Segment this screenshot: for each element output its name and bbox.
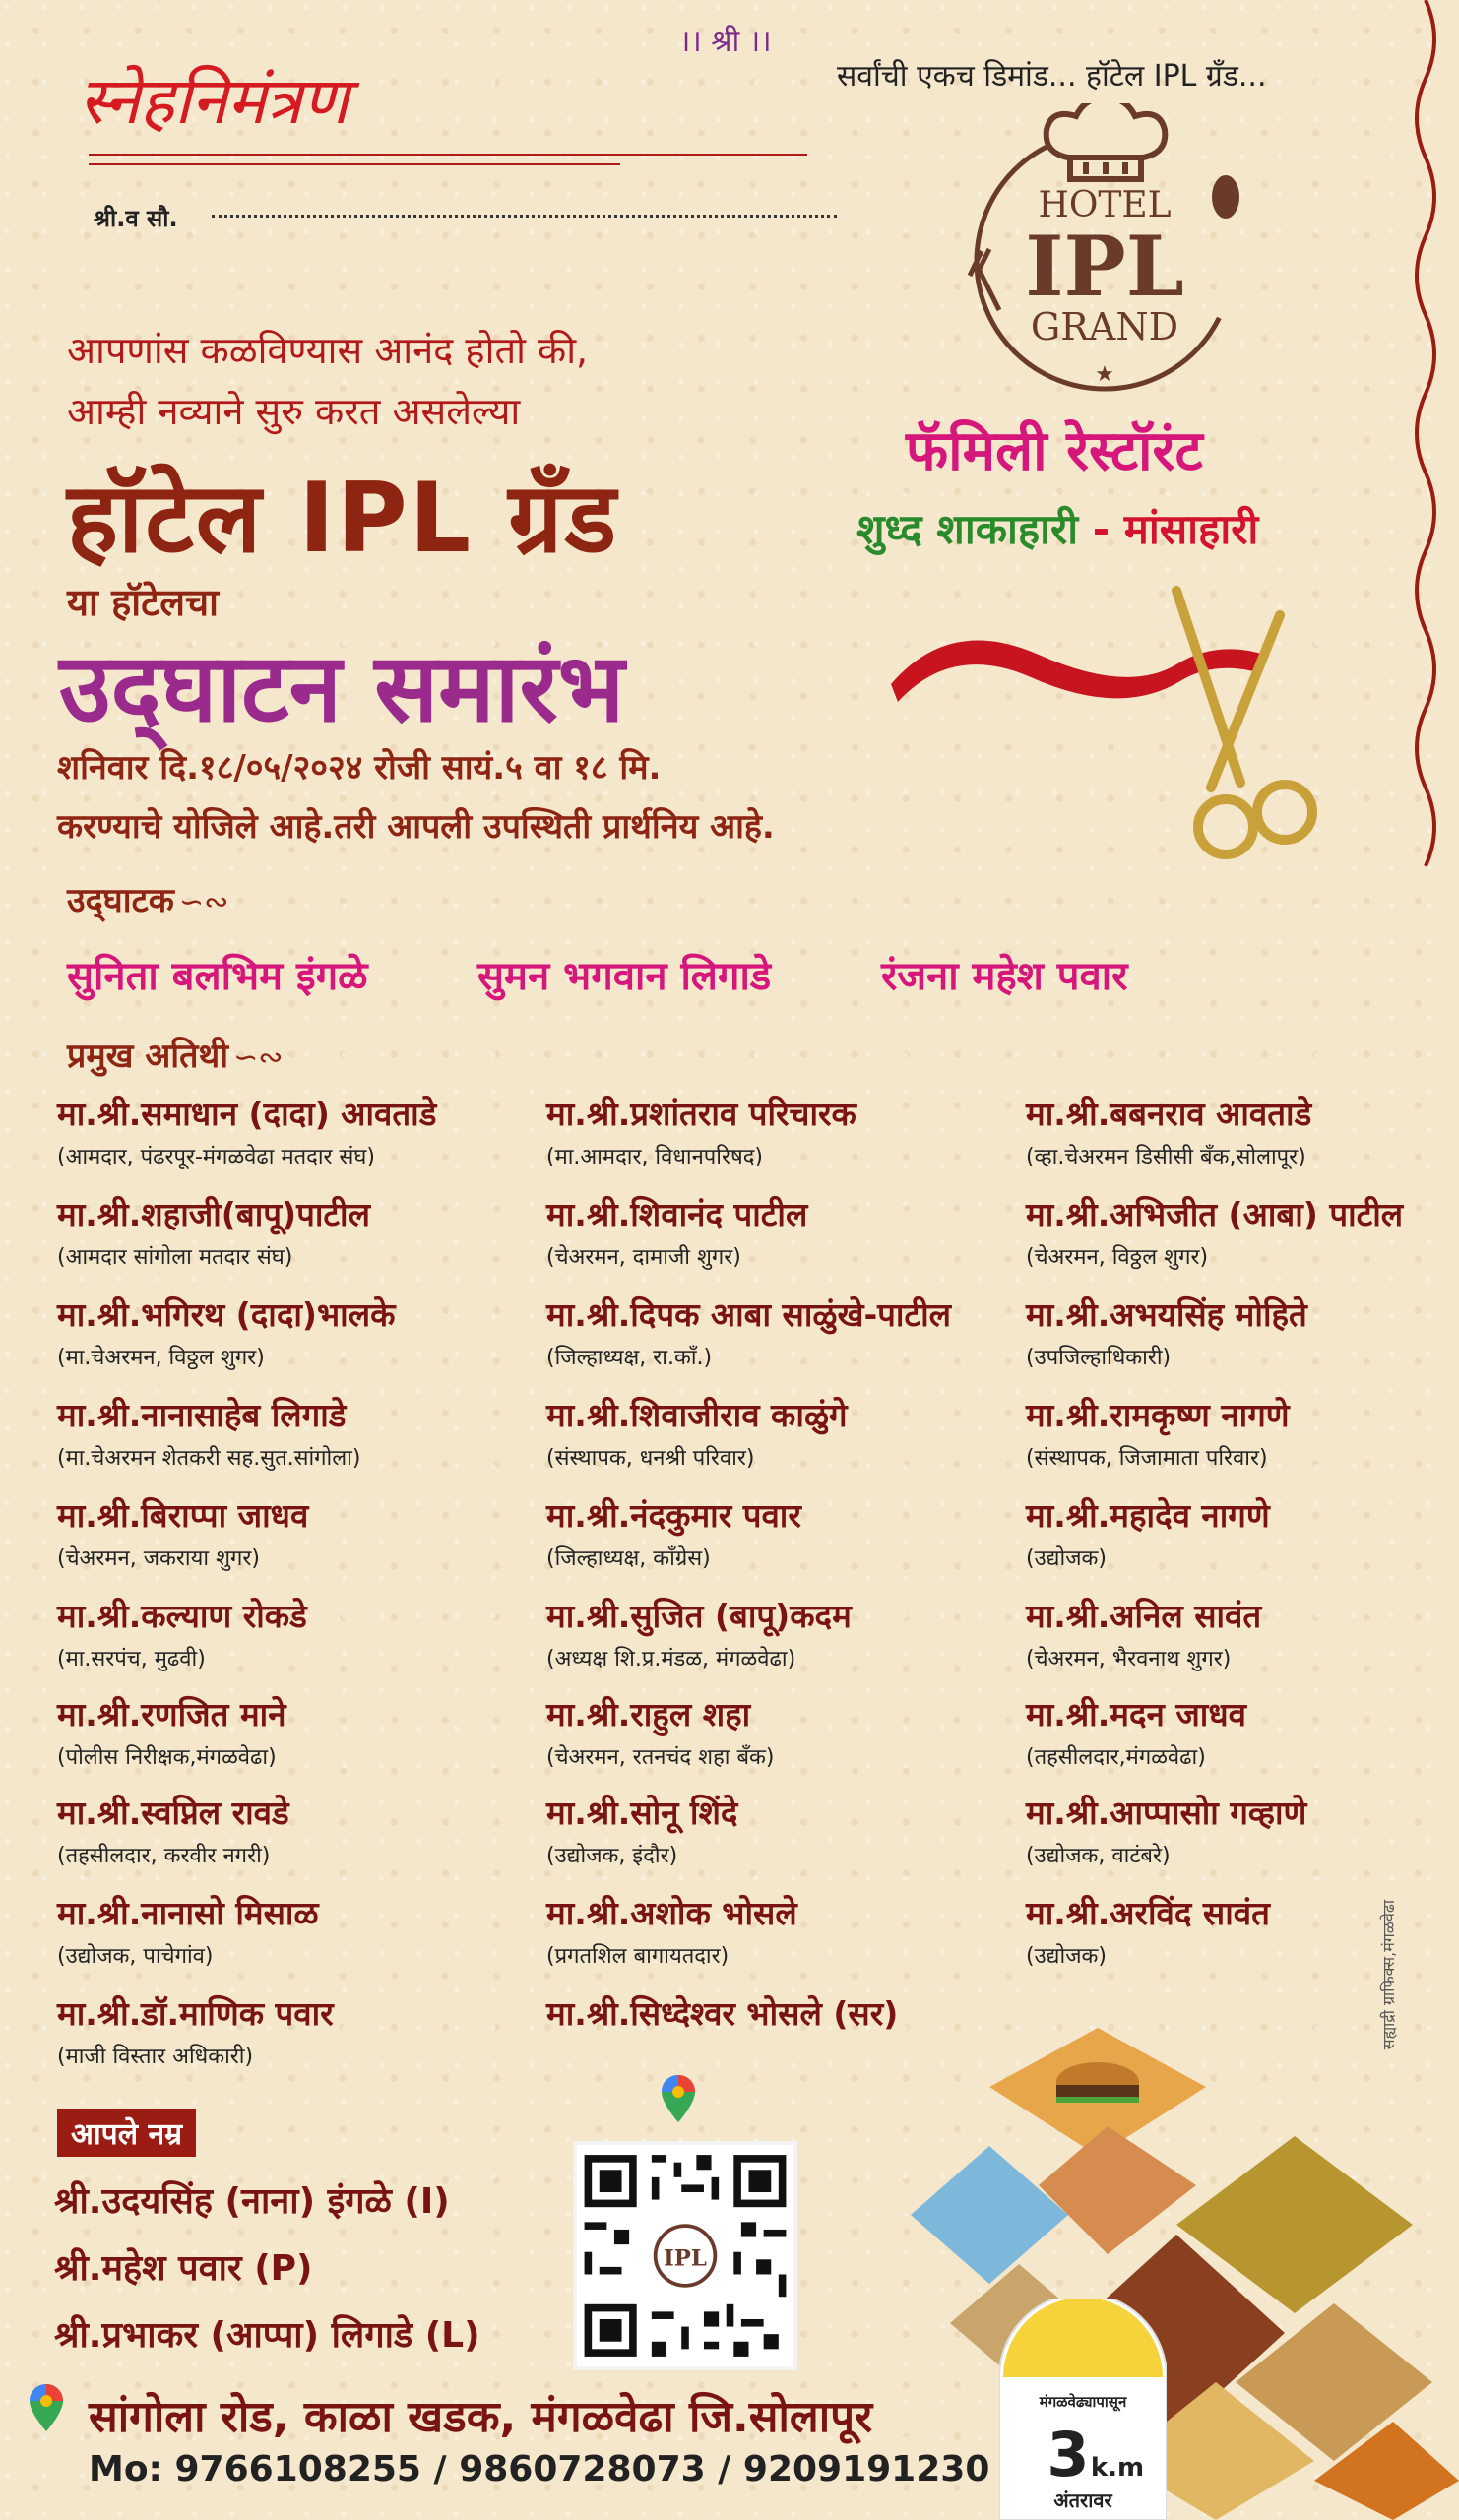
guest-name: मा.श्री.अशोक भोसले — [546, 1894, 797, 1932]
guest-role: (मा.आमदार, विधानपरिषद) — [546, 1145, 763, 1169]
guest-role: (उद्योजक, वाटंबरे) — [1026, 1844, 1171, 1868]
guest-role: (चेअरमन, दामाजी शुगर) — [546, 1245, 741, 1270]
phone-numbers[interactable]: Mo: 9766108255 / 9860728073 / 9209191230 — [89, 2449, 990, 2489]
guest-role: (मा.चेअरमन शेतकरी सह.सुत.सांगोला) — [57, 1446, 361, 1471]
guest-entry — [57, 1091, 530, 1170]
svg-text:k.m: k.m — [1090, 2453, 1145, 2483]
guest-entry — [546, 1691, 1019, 1771]
guest-name: मा.श्री.नंदकुमार पवार — [546, 1496, 801, 1535]
guest-name: मा.श्री.दिपक आबा साळुंखे-पाटील — [546, 1295, 951, 1334]
guest-entry — [57, 1691, 530, 1771]
inaugurator-name: सुनिता बलभिम इंगळे — [67, 954, 368, 999]
host-name: श्री.प्रभाकर (आप्पा) लिगाडे (L) — [54, 2315, 480, 2356]
guest-role: (चेअरमन, रतनचंद शहा बँक) — [546, 1745, 775, 1770]
guest-entry — [1026, 1492, 1459, 1572]
guest-role: (आमदार सांगोला मतदार संघ) — [57, 1245, 293, 1270]
divider — [89, 163, 620, 165]
burger-image — [1056, 2062, 1139, 2103]
guest-name: मा.श्री.सिध्देश्वर भोसले (सर) — [546, 1994, 899, 2033]
guest-role: (चेअरमन, जकराया शुगर) — [57, 1546, 261, 1571]
guest-entry — [57, 1292, 530, 1371]
guest-entry — [1026, 1191, 1459, 1271]
guest-entry — [546, 1492, 1019, 1572]
guest-name: मा.श्री.कल्याण रोकडे — [57, 1597, 307, 1635]
guest-role: (जिल्हाध्यक्ष, रा.काँ.) — [546, 1346, 713, 1370]
restaurant-type: फॅमिली रेस्टॉरंट — [906, 419, 1203, 483]
guest-entry — [1026, 1790, 1459, 1869]
svg-text:3: 3 — [1047, 2419, 1090, 2490]
guest-role: (तहसीलदार, करवीर नगरी) — [57, 1844, 271, 1868]
ceremony-title: उद्‌घाटन समारंभ — [59, 632, 625, 743]
guest-name: मा.श्री.मदन जाधव — [1026, 1695, 1247, 1733]
side-border-ornament — [1406, 0, 1445, 925]
host-name: श्री.उदयसिंह (नाना) इंगळे (I) — [54, 2181, 450, 2222]
date-text: शनिवार दि.१८/०५/२०२४ रोजी सायं.५ वा १८ मि. — [57, 748, 662, 788]
guest-role: (जिल्हाध्यक्ष, काँग्रेस) — [546, 1546, 711, 1571]
intro-line: आम्ही नव्याने सुरु करत असलेल्या — [67, 390, 521, 433]
inaugurator-name: सुमन भगवान लिगाडे — [477, 954, 772, 999]
guest-name: मा.श्री.महादेव नागणे — [1026, 1496, 1270, 1535]
guest-name: मा.श्री.शहाजी(बापू)पाटील — [57, 1195, 370, 1233]
ya-hotel-text: या हॉटेलचा — [67, 581, 220, 624]
hotel-name: हॉटेल IPL ग्रँड — [67, 463, 618, 575]
address: सांगोला रोड, काळा खडक, मंगळवेढा जि.सोलापूर — [89, 2392, 873, 2442]
guest-name: मा.श्री.बिराप्पा जाधव — [57, 1496, 309, 1535]
guest-role: (उपजिल्हाधिकारी) — [1026, 1346, 1172, 1370]
snehnimantran-title: स्नेहनिमंत्रण — [79, 63, 349, 139]
guest-entry — [57, 1790, 530, 1869]
nonveg-label: मांसाहारी — [1123, 505, 1259, 553]
svg-text:अंतरावर: अंतरावर — [1053, 2488, 1112, 2512]
guest-name: मा.श्री.अरविंद सावंत — [1026, 1894, 1270, 1932]
guest-role: (उद्योजक) — [1026, 1546, 1108, 1571]
milestone-sign — [999, 2299, 1167, 2520]
guest-role: (आमदार, पंढरपूर-मंगळवेढा मतदार संघ) — [57, 1145, 375, 1169]
divider — [89, 154, 807, 156]
guest-entry — [57, 1492, 530, 1572]
guest-entry — [1026, 1091, 1459, 1170]
hosts-title: आपले नम्र — [57, 2109, 196, 2157]
guest-role: (संस्थापक, जिजामाता परिवार) — [1026, 1446, 1268, 1471]
svg-text:मंगळवेढ्यापासून: मंगळवेढ्यापासून — [1039, 2393, 1127, 2411]
star-icon: ★ — [1095, 362, 1114, 387]
map-pin-icon — [662, 2075, 695, 2122]
guest-entry — [546, 1191, 1019, 1271]
guest-name: मा.श्री.सुजित (बापू)कदम — [546, 1597, 852, 1635]
guest-role: (उद्योजक) — [1026, 1944, 1108, 1969]
guest-entry — [57, 1990, 530, 2070]
guest-role: (प्रगतशिल बागायतदार) — [546, 1944, 730, 1969]
guest-name: मा.श्री.रणजित माने — [57, 1695, 286, 1733]
guest-name: मा.श्री.अभिजीत (आबा) पाटील — [1026, 1195, 1404, 1233]
guest-entry — [546, 1292, 1019, 1371]
scissors-icon — [1176, 591, 1312, 854]
guest-name: मा.श्री.प्रशांतराव परिचारक — [546, 1095, 856, 1133]
designer-credit: सह्याद्री ग्राफिक्स,मंगळवेढा — [1379, 1900, 1398, 2050]
guest-role: (पोलीस निरीक्षक,मंगळवेढा) — [57, 1745, 277, 1770]
guest-name: मा.श्री.आप्पासोा गव्हाणे — [1026, 1794, 1307, 1832]
chef-hat-icon — [1047, 103, 1166, 179]
name-blank-line — [212, 215, 837, 218]
request-text: करण्याचे योजिले आहे.तरी आपली उपस्थिती प्रार्थनिय आहे. — [57, 807, 775, 847]
svg-text:GRAND: GRAND — [1030, 305, 1179, 348]
guest-role: (व्हा.चेअरमन डिसीसी बँक,सोलापूर) — [1026, 1145, 1306, 1169]
guest-role: (तहसीलदार,मंगळवेढा) — [1026, 1745, 1206, 1770]
hotel-logo — [960, 103, 1250, 399]
guest-name: मा.श्री.शिवाजीराव काळुंगे — [546, 1396, 848, 1434]
host-name: श्री.महेश पवार (P) — [54, 2248, 313, 2289]
food-type — [856, 500, 1258, 556]
guest-name: मा.श्री.भगिरथ (दादा)भालके — [57, 1295, 396, 1334]
guest-name: मा.श्री.डॉ.माणिक पवार — [57, 1994, 334, 2033]
guest-name: मा.श्री.स्वप्निल रावडे — [57, 1794, 289, 1832]
guest-name: मा.श्री.अभयसिंह मोहिते — [1026, 1295, 1307, 1334]
guest-entry — [1026, 1392, 1459, 1472]
veg-label: शुध्द शाकाहारी — [856, 505, 1079, 553]
intro-text — [67, 320, 588, 442]
guest-role: (अध्यक्ष शि.प्र.मंडळ, मंगळवेढा) — [546, 1647, 796, 1671]
svg-text:HOTEL: HOTEL — [1038, 185, 1172, 225]
guest-name: मा.श्री.नानासो मिसाळ — [57, 1894, 319, 1932]
inaugurator-name: रंजना महेश पवार — [881, 954, 1128, 999]
guest-entry — [1026, 1593, 1459, 1672]
guest-name: मा.श्री.समाधान (दादा) आवताडे — [57, 1095, 437, 1133]
guest-entry — [546, 1392, 1019, 1472]
guest-role: (संस्थापक, धनश्री परिवार) — [546, 1446, 755, 1471]
guest-entry — [57, 1191, 530, 1271]
shri-heading: ।। श्री ।। — [679, 25, 772, 59]
guest-name: मा.श्री.रामकृष्ण नागणे — [1026, 1396, 1290, 1434]
guest-entry — [57, 1890, 530, 1970]
guest-entry — [546, 1091, 1019, 1170]
swirl-ornament-icon: ∽∾ — [233, 1040, 284, 1075]
guest-entry — [546, 1593, 1019, 1672]
guest-role: (उद्योजक, इंदौर) — [546, 1844, 678, 1868]
guest-role: (चेअरमन, भैरवनाथ शुगर) — [1026, 1647, 1232, 1671]
inaugurators-title: उद्‌घाटक — [67, 881, 174, 920]
guest-salutation: श्री.व सौ. — [94, 205, 178, 232]
map-pin-icon — [30, 2384, 63, 2431]
guest-name: मा.श्री.बबनराव आवताडे — [1026, 1095, 1312, 1133]
guest-entry — [57, 1593, 530, 1672]
guest-role: (मा.सरपंच, मुढवी) — [57, 1647, 206, 1671]
guests-heading — [67, 1032, 283, 1077]
guest-entry — [546, 1790, 1019, 1869]
guest-name: मा.श्री.शिवानंद पाटील — [546, 1195, 808, 1233]
ribbon-scissors-graphic — [886, 586, 1437, 871]
tagline: सर्वांची एकच डिमांड... हॉटेल IPL ग्रँड... — [837, 59, 1267, 94]
food-type-dash: - — [1078, 505, 1124, 553]
event-datetime — [57, 738, 775, 856]
swirl-ornament-icon: ∽∾ — [178, 885, 229, 919]
spoon-icon — [1212, 175, 1239, 219]
guest-entry — [57, 1392, 530, 1472]
guest-name: मा.श्री.सोनू शिंदे — [546, 1794, 738, 1832]
guests-title: प्रमुख अतिथी — [67, 1037, 229, 1076]
guest-role: (माजी विस्तार अधिकारी) — [57, 2045, 254, 2069]
guest-entry — [546, 1890, 1019, 1970]
guest-name: मा.श्री.राहुल शहा — [546, 1695, 751, 1733]
inaugurators-heading — [67, 876, 228, 921]
guest-role: (मा.चेअरमन, विठ्ठल शुगर) — [57, 1346, 265, 1370]
guest-name: मा.श्री.नानासाहेब लिगाडे — [57, 1396, 347, 1434]
guest-entry — [1026, 1292, 1459, 1371]
guest-name: मा.श्री.अनिल सावंत — [1026, 1597, 1262, 1635]
svg-text:IPL: IPL — [1025, 218, 1184, 315]
guest-role: (चेअरमन, विठ्ठल शुगर) — [1026, 1245, 1209, 1270]
intro-line: आपणांस कळविण्यास आनंद होतो की, — [67, 329, 589, 372]
svg-text:IPL: IPL — [664, 2245, 707, 2272]
qr-code[interactable] — [573, 2141, 797, 2370]
guest-role: (उद्योजक, पाचेगांव) — [57, 1944, 214, 1969]
guest-entry — [1026, 1691, 1459, 1771]
